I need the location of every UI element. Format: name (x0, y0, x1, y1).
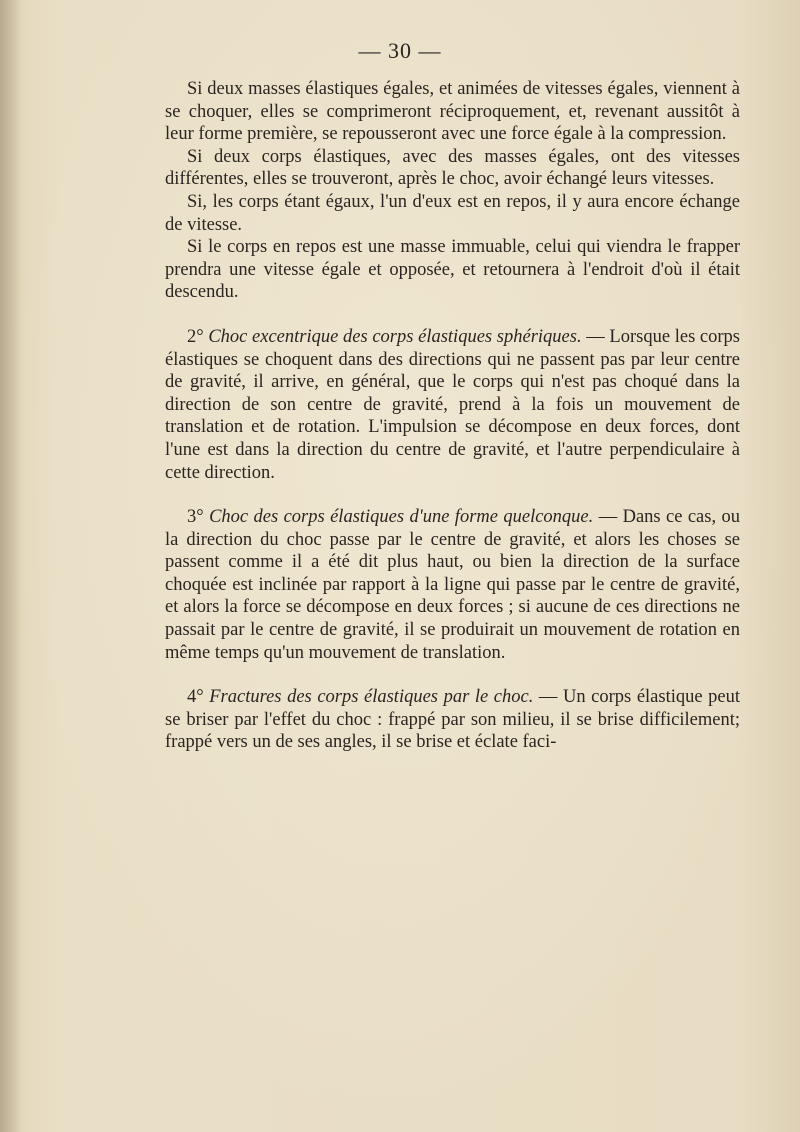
section-number: 3° (187, 507, 204, 528)
paragraph: Si le corps en repos est une masse immuable, celui qui viendra le frapper prendra une vitesse égale et opposée, et retournera à l'endroit d'où il était descendu. (165, 237, 740, 303)
paragraph: Si deux corps élastiques, avec des masses égales, ont des vitesses différentes, elles se trouveront, après le choc, avoir échangé leurs vitesses. (165, 146, 740, 190)
section-paragraph (165, 326, 740, 484)
section-heading: Choc des corps élastiques d'une forme quelconque. (209, 507, 594, 528)
binding-shadow (0, 0, 22, 1132)
page-number: — 30 — (358, 38, 442, 63)
section-paragraph (165, 506, 740, 664)
body-text (165, 78, 740, 754)
section-number: 2° (187, 326, 204, 347)
section-heading: Fractures des corps élastiques par le choc. (209, 687, 534, 708)
paragraph: Si, les corps étant égaux, l'un d'eux est en repos, il y aura encore échange de vitesse. (165, 191, 740, 235)
section-text: — Dans ce cas, ou la direction du choc passe par le centre de gravité, et alors les choses se passent comme il a été dit plus haut, ou bien la direction de la surface choquée est inclinée par rapport à la ligne qui passe par le centre de gravité, et alors la force se décompose en deux forces ; si aucune de ces directions ne passait par le centre de gravité, il se produirait un mouvement de rotation en même temps qu'un mouvement de translation. (165, 507, 740, 663)
section-heading: Choc excentrique des corps élastiques sphériques. (208, 326, 582, 347)
section-text: — Lorsque les corps élastiques se choquent dans des directions qui ne passent pas par leur centre de gravité, il arrive, en général, que le corps qui n'est pas choqué dans la direction de son centre de gravité, prend à la fois un mouvement de translation et de rotation. L'impulsion se décompose en deux forces, dont l'une est dans la direction du centre de gravité, et l'autre perpendiculaire à cette direction. (165, 326, 741, 483)
section-text: — Un corps élastique peut se briser par l'effet du choc : frappé par son milieu, il se brise difficilement; frappé vers un de ses angles, il se brise et éclate faci- (165, 687, 740, 753)
paragraph: Si deux masses élastiques égales, et animées de vitesses égales, viennent à se choquer, elles se comprimeront réciproquement, et, revenant aussitôt à leur forme première, se repousseront avec une force égale à la compression. (165, 79, 740, 145)
section-number: 4° (187, 687, 204, 708)
section-paragraph (165, 686, 740, 754)
